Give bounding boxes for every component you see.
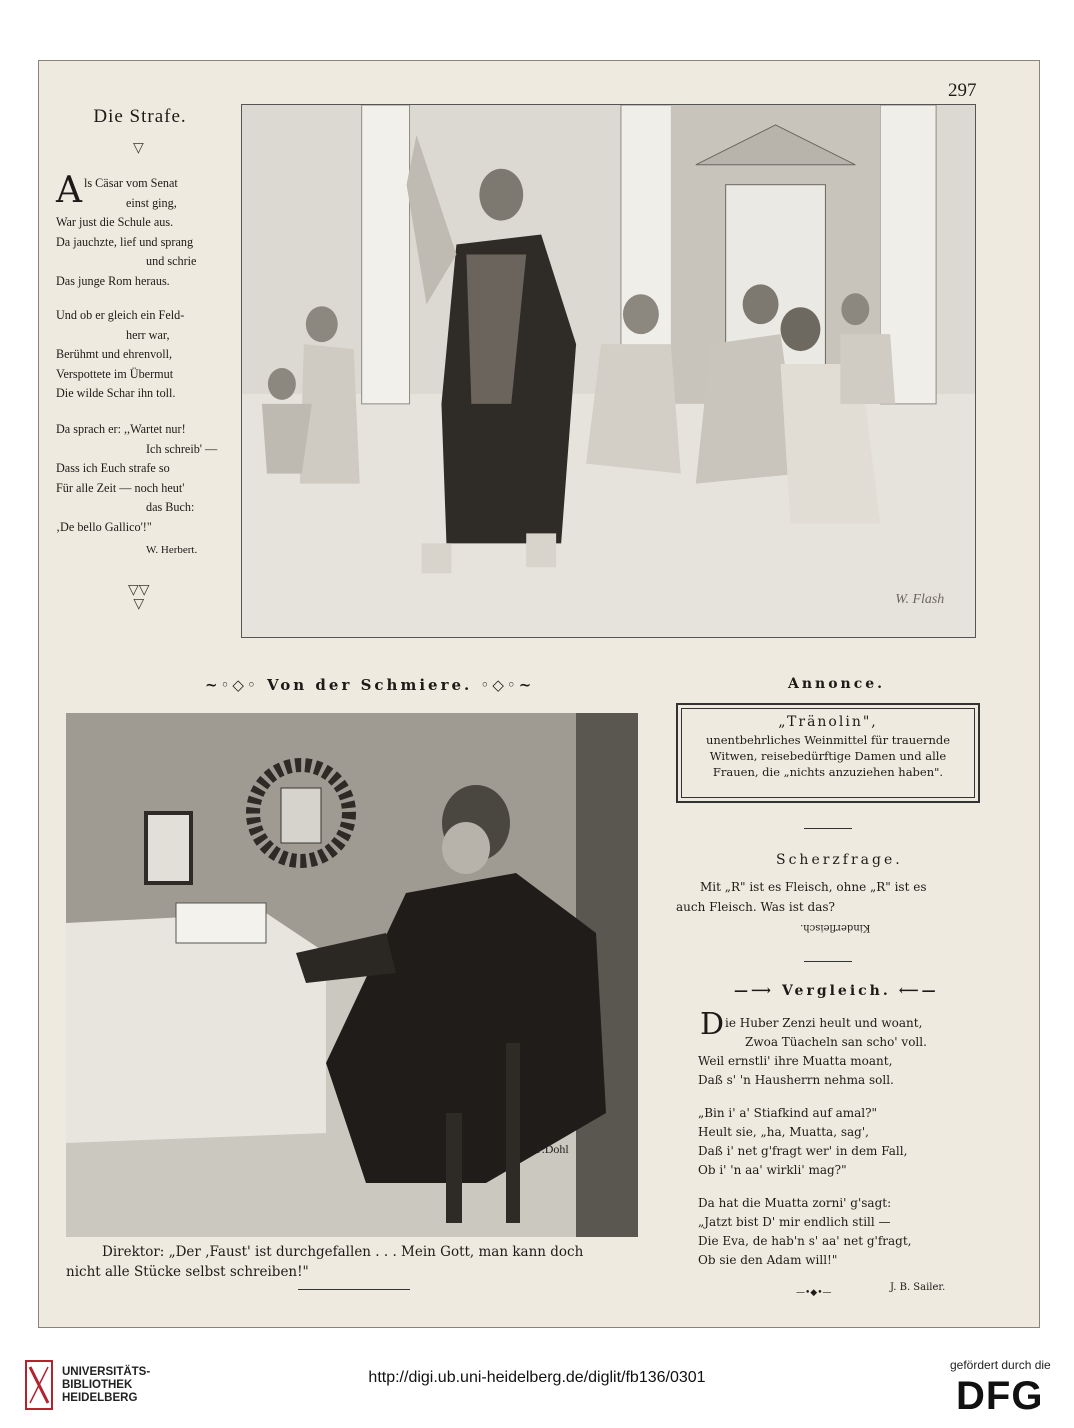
poem-stanza-3 [56, 420, 217, 538]
arrow-flourish-icon: ⟵— [890, 983, 939, 999]
svg-text:W. Flash: W. Flash [895, 592, 945, 608]
scherz-line: auch Fleisch. Was ist das? [676, 900, 835, 914]
vergleich-line: Zwoa Tüacheln san scho' voll. [745, 1035, 927, 1049]
end-ornament-icon: —•◆•— [796, 1288, 832, 1298]
director-scene-image [66, 713, 638, 1237]
vergleich-line: Die Eva, de hab'n s' aa' net g'fragt, [698, 1234, 912, 1248]
university-name-line: UNIVERSITÄTS- [62, 1366, 151, 1378]
vergleich-line: „Bin i' a' Stiafkind auf amal?" [698, 1106, 878, 1120]
funding-note: gefördert durch die [950, 1358, 1051, 1372]
dfg-logo: DFG [956, 1374, 1044, 1418]
flourish-icon: ~◦◇◦ [205, 676, 268, 694]
poem-line: Da sprach er: ,,Wartet nur! [56, 422, 186, 436]
vergleich-line: Heult sie, „ha, Muatta, sag', [698, 1125, 869, 1139]
scherz-answer-upside-down: Kinderfleisch. [800, 922, 871, 933]
triangles-ornament-icon: ▽▽ ▽ [128, 582, 150, 612]
annonce-line: unentbehrliches Weinmittel für trauernde [705, 733, 951, 747]
poem-line: Ich schreib' — [146, 441, 218, 456]
university-name-line: HEIDELBERG [62, 1392, 138, 1404]
poem-author: W. Herbert. [146, 544, 198, 556]
section-title-text: Von der Schmiere. [267, 676, 473, 694]
divider [804, 961, 852, 962]
poem-line: Und ob er gleich ein Feld- [56, 308, 185, 322]
vergleich-dropcap: D [700, 1007, 725, 1042]
poem-title: Die Strafe. [93, 106, 187, 127]
flourish-icon: ◦◇◦~ [472, 676, 535, 694]
director-caption [66, 1242, 583, 1282]
section-title-scherzfrage: Scherzfrage. [776, 852, 903, 868]
vergleich-line: „Jatzt bist D' mir endlich still — [698, 1215, 891, 1229]
poem-line: herr war, [126, 327, 170, 342]
vergleich-line: Daß i' net g'fragt wer' in dem Fall, [698, 1144, 908, 1158]
section-title-vergleich [734, 983, 939, 999]
vergleich-line: Weil ernstli' ihre Muatta moant, [698, 1054, 893, 1068]
annonce-box [676, 703, 980, 803]
poem-line: War just die Schule aus. [56, 215, 174, 230]
annonce-line: Frauen, die „nichts anzuziehen haben". [712, 765, 944, 779]
poem-stanza-1 [56, 170, 226, 292]
annonce-headline: „Tränolin", [778, 714, 878, 730]
annonce-box-inner [681, 708, 975, 798]
poem-line: ls Cäsar vom Senat [84, 176, 178, 190]
poem-line: Verspottete im Übermut [56, 366, 174, 381]
caesar-scene-image [242, 105, 975, 637]
vergleich-line: Ob i' 'n aa' wirkli' mag?" [698, 1163, 847, 1177]
vergleich-line: ie Huber Zenzi heult und woant, [725, 1016, 923, 1030]
illustration-caesar [241, 104, 976, 638]
section-title-text: Vergleich. [781, 983, 891, 999]
poem-line: und schrie [146, 254, 197, 269]
poem-line: einst ging, [126, 195, 177, 210]
triangle-ornament-icon: ▽ [133, 140, 144, 156]
section-title-annonce: Annonce. [788, 676, 886, 692]
illustration-director [66, 713, 638, 1237]
scherz-line: Mit „R" ist es Fleisch, ohne „R" ist es [700, 880, 927, 894]
svg-text:F.Dohl: F.Dohl [536, 1142, 569, 1156]
poem-line: Dass ich Euch strafe so [56, 461, 170, 476]
source-url-link[interactable]: http://digi.ub.uni-heidelberg.de/diglit/fb136/0301 [368, 1369, 706, 1386]
vergleich-line: Da hat die Muatta zorni' g'sagt: [698, 1196, 892, 1210]
caption-line: Direktor: „Der ‚Faust' ist durchgefallen . . . Mein Gott, man kann doch [102, 1244, 584, 1260]
university-name-line: BIBLIOTHEK [62, 1379, 133, 1391]
vergleich-line: Ob sie den Adam will!" [698, 1253, 838, 1267]
poem-line: Die wilde Schar ihn toll. [56, 386, 176, 401]
poem-line: ‚De bello Gallico'!" [56, 519, 152, 534]
poem-line: Da jauchzte, lief und sprang [56, 234, 194, 249]
section-title-schmiere [205, 676, 534, 694]
page-number: 297 [948, 80, 977, 101]
vergleich-author: J. B. Sailer. [890, 1282, 946, 1293]
poem-line: das Buch: [146, 500, 195, 515]
poem-line: Das junge Rom heraus. [56, 273, 170, 288]
annonce-line: Witwen, reisebedürftige Damen und alle [709, 749, 947, 763]
poem-line: Berühmt und ehrenvoll, [56, 347, 173, 362]
poem-stanza-2 [56, 306, 184, 404]
poem-line: Für alle Zeit — noch heut' [56, 480, 185, 495]
arrow-flourish-icon: —⟶ [734, 983, 782, 999]
poem-dropcap: A [56, 170, 82, 211]
divider [298, 1289, 410, 1290]
vergleich-line: Daß s' 'n Hausherrn nehma soll. [698, 1073, 894, 1087]
divider [804, 828, 852, 829]
caption-line: nicht alle Stücke selbst schreiben!" [66, 1264, 309, 1280]
